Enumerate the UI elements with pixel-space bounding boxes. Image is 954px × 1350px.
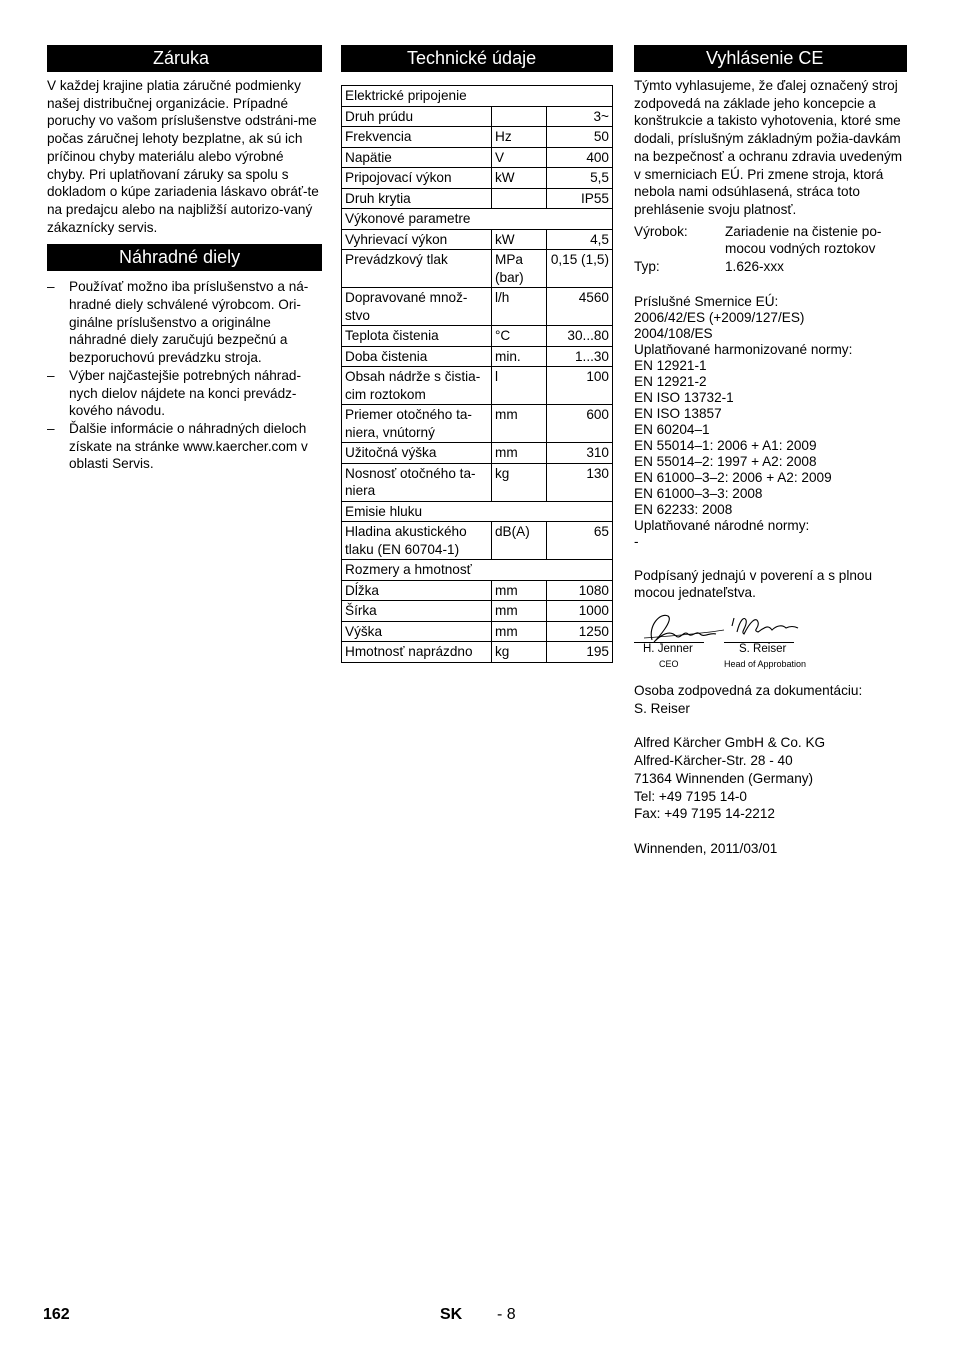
norm-line: EN 60204–1: [634, 421, 710, 437]
row-value: 1080: [547, 580, 613, 601]
norm-line: EN 55014–1: 2006 + A1: 2009: [634, 437, 817, 453]
row-value: 4560: [547, 288, 613, 326]
row-unit: mm: [492, 621, 547, 642]
row-value: 1...30: [547, 346, 613, 367]
table-row: [342, 106, 613, 127]
row-label: Obsah nádrže s čistia-cim roztokom: [342, 367, 492, 405]
sig1-role: CEO: [659, 659, 679, 670]
doc-person-label: Osoba zodpovedná za dokumentáciu:: [634, 683, 863, 699]
language-code: SK: [440, 1306, 463, 1323]
table-row: [342, 188, 613, 209]
table-row: [342, 522, 613, 560]
page-number: 162: [43, 1306, 70, 1323]
row-value: 1250: [547, 621, 613, 642]
norm-line: EN 12921-2: [634, 373, 707, 389]
row-value: 3~: [547, 106, 613, 127]
row-unit: l: [492, 367, 547, 405]
row-unit: min.: [492, 346, 547, 367]
row-label: Priemer otočného ta-niera, vnútorný: [342, 405, 492, 443]
row-value: 130: [547, 463, 613, 501]
norm-line: EN 55014–2: 1997 + A2: 2008: [634, 453, 817, 469]
norm-line: -: [634, 533, 639, 549]
row-label: Napätie: [342, 147, 492, 168]
row-label: Druh prúdu: [342, 106, 492, 127]
table-row: [342, 326, 613, 347]
type-value: 1.626-xxx: [725, 258, 784, 274]
row-value: 65: [547, 522, 613, 560]
row-unit: [492, 188, 547, 209]
row-value: 1000: [547, 601, 613, 622]
table-row: [342, 443, 613, 464]
tech-column: [341, 45, 613, 663]
signed-text: Podpísaný jednajú v poverení a s plnou mocou jednateľstva.: [634, 567, 873, 601]
norm-line: EN 61000–3–3: 2008: [634, 485, 763, 501]
row-label: Výška: [342, 621, 492, 642]
section-title: Rozmery a hmotnosť: [342, 560, 613, 581]
table-row: [342, 405, 613, 443]
row-value: 5,5: [547, 168, 613, 189]
row-value: 195: [547, 642, 613, 663]
table-row: [342, 601, 613, 622]
table-row: [342, 168, 613, 189]
row-unit: dB(A): [492, 522, 547, 560]
signature-block: [634, 608, 907, 670]
row-unit: mm: [492, 405, 547, 443]
table-row: [342, 463, 613, 501]
product-block: [634, 223, 907, 277]
row-value: 4,5: [547, 229, 613, 250]
address-line: Tel: +49 7195 14-0: [634, 788, 747, 804]
warranty-text: V každej krajine platia záručné podmienky našej distribučnej organizácie. Prípadné poruchy vo vašom príslušenstve odstráni-me počas záručnej lehoty bezplatne, ak sú ich príčinou chyby materiálu alebo výrobné chyby. Pri uplatňovaní záruky sa spolu s dokladom o kúpe zariadenia láskavo obráť-te na predajcu alebo na najbližší autorizo-vaný zákaznícky servis.: [47, 78, 319, 235]
section-title: Emisie hluku: [342, 501, 613, 522]
table-row: [342, 147, 613, 168]
norm-line: 2004/108/ES: [634, 325, 713, 341]
row-unit: Hz: [492, 127, 547, 148]
table-section-row: [342, 209, 613, 230]
row-label: Dĺžka: [342, 580, 492, 601]
place-date: Winnenden, 2011/03/01: [634, 840, 778, 856]
sig2-name: S. Reiser: [739, 643, 787, 656]
row-unit: mm: [492, 601, 547, 622]
norm-line: 2006/42/ES (+2009/127/ES): [634, 309, 805, 325]
address-line: 71364 Winnenden (Germany): [634, 770, 814, 786]
table-row: [342, 250, 613, 288]
row-unit: kW: [492, 168, 547, 189]
row-label: Nosnosť otočného ta-niera: [342, 463, 492, 501]
product-value: Zariadenie na čistenie po-mocou vodných roztokov: [725, 223, 882, 257]
tech-table: [341, 85, 613, 663]
norm-line: Uplatňované harmonizované normy:: [634, 341, 853, 357]
table-section-row: [342, 501, 613, 522]
row-label: Prevádzkový tlak: [342, 250, 492, 288]
norm-line: EN 62233: 2008: [634, 501, 733, 517]
row-value: 100: [547, 367, 613, 405]
row-unit: l/h: [492, 288, 547, 326]
address-line: Alfred-Kärcher-Str. 28 - 40: [634, 753, 793, 769]
norm-line: EN 12921-1: [634, 357, 707, 373]
row-value: 0,15 (1,5): [547, 250, 613, 288]
row-value: IP55: [547, 188, 613, 209]
ce-column: [634, 45, 907, 858]
row-label: Pripojovací výkon: [342, 168, 492, 189]
ce-intro: Týmto vyhlasujeme, že ďalej označený stroj zodpovedá na základe jeho koncepcie a konštrukcie a takisto vyhotovenia, ktoré sme dodali, príslušným základným požia-davkám na bezpečnosť a ochranu zdravia uvedeným v smerniciach EÚ. Pri zmene stroja, ktorá nebola nami odsúhlasená, stráca toto prehlásenie svoju platnosť.: [634, 78, 903, 217]
address-line: Alfred Kärcher GmbH & Co. KG: [634, 735, 826, 751]
row-label: Užitočná výška: [342, 443, 492, 464]
section-title: Výkonové parametre: [342, 209, 613, 230]
address-line: Fax: +49 7195 14-2212: [634, 806, 775, 822]
norm-line: EN ISO 13732-1: [634, 389, 734, 405]
row-label: Doba čistenia: [342, 346, 492, 367]
row-value: 400: [547, 147, 613, 168]
row-label: Šírka: [342, 601, 492, 622]
norm-line: EN 61000–3–2: 2006 + A2: 2009: [634, 469, 832, 485]
norm-line: EN ISO 13857: [634, 405, 722, 421]
section-title: Elektrické pripojenie: [342, 86, 613, 107]
row-unit: °C: [492, 326, 547, 347]
row-value: 600: [547, 405, 613, 443]
warranty-heading: Záruka: [47, 45, 322, 72]
sig1-name: H. Jenner: [643, 643, 693, 656]
row-value: 310: [547, 443, 613, 464]
row-value: 30...80: [547, 326, 613, 347]
type-label: Typ:: [634, 258, 660, 274]
product-label: Výrobok:: [634, 223, 688, 239]
spare-parts-heading: Náhradné diely: [47, 244, 322, 271]
norm-line: Uplatňované národné normy:: [634, 517, 810, 533]
table-row: [342, 642, 613, 663]
table-section-row: [342, 560, 613, 581]
warranty-column: [47, 45, 322, 473]
table-row: [342, 367, 613, 405]
row-label: Frekvencia: [342, 127, 492, 148]
row-unit: [492, 106, 547, 127]
row-label: Hladina akustického tlaku (EN 60704-1): [342, 522, 492, 560]
row-value: 50: [547, 127, 613, 148]
doc-person: S. Reiser: [634, 700, 690, 716]
row-unit: kg: [492, 642, 547, 663]
row-unit: kW: [492, 229, 547, 250]
row-label: Druh krytia: [342, 188, 492, 209]
list-item: – Výber najčastejšie potrebných náhrad-nych dielov nájdete na konci prevádz-kového návodu.: [47, 367, 301, 419]
row-label: Teplota čistenia: [342, 326, 492, 347]
row-unit: MPa (bar): [492, 250, 547, 288]
row-unit: mm: [492, 443, 547, 464]
row-label: Vyhrievací výkon: [342, 229, 492, 250]
row-unit: V: [492, 147, 547, 168]
table-row: [342, 127, 613, 148]
row-label: Dopravované množ-stvo: [342, 288, 492, 326]
sub-page: - 8: [497, 1306, 516, 1323]
table-row: [342, 288, 613, 326]
sig2-role: Head of Approbation: [724, 659, 807, 670]
ce-heading: Vyhlásenie CE: [634, 45, 907, 72]
table-row: [342, 229, 613, 250]
spare-parts-list: [47, 278, 322, 473]
norms-list: [634, 294, 907, 550]
row-label: Hmotnosť naprázdno: [342, 642, 492, 663]
norm-line: Príslušné Smernice EÚ:: [634, 293, 779, 309]
table-row: [342, 580, 613, 601]
tech-heading: Technické údaje: [341, 45, 613, 72]
table-section-row: [342, 86, 613, 107]
row-unit: kg: [492, 463, 547, 501]
table-row: [342, 621, 613, 642]
row-unit: mm: [492, 580, 547, 601]
address-block: [634, 734, 907, 823]
table-row: [342, 346, 613, 367]
list-item: – Ďalšie informácie o náhradných dieloch získate na stránke www.kaercher.com v oblasti Servis.: [47, 420, 308, 472]
doc-person-block: [634, 682, 907, 717]
list-item: – Používať možno iba príslušenstvo a ná-hradné diely schválené výrobcom. Ori-ginálne príslušenstvo a originálne náhradné diely zaručujú bezpečnú a bezporuchovú prevádzku stroja.: [47, 279, 309, 366]
